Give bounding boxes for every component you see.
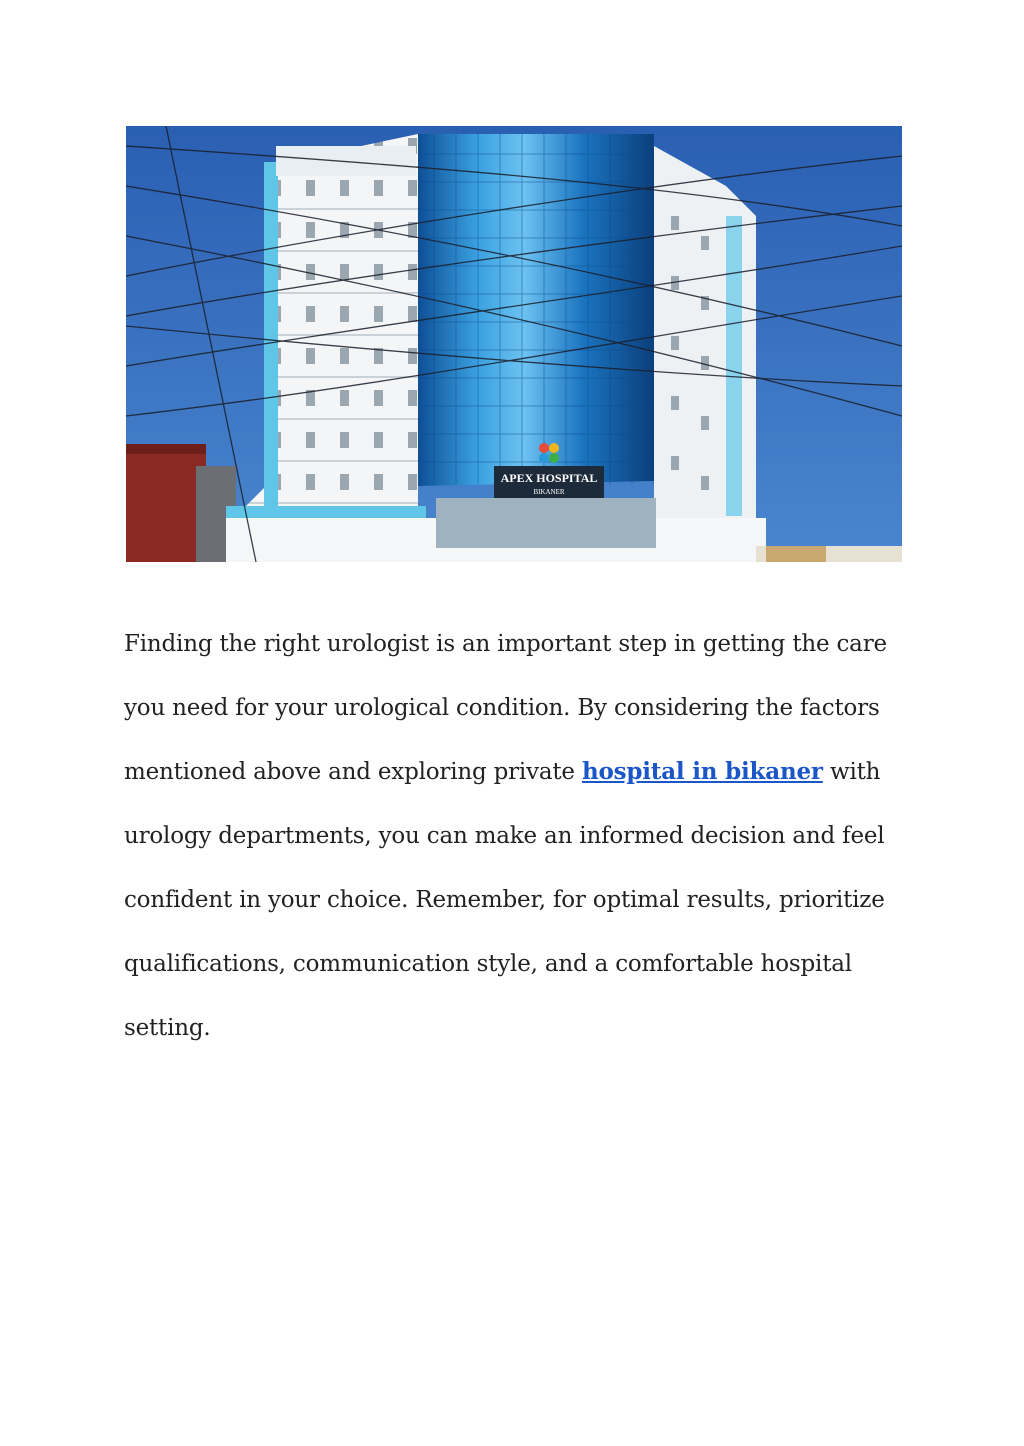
paragraph-text-end: with urology departments, you can make an informed decision and feel confident in your choice. Remember, for optimal results, prioritize qualifications, communication style, and a comfortable hospital setting. <box>124 759 885 1041</box>
body-paragraph <box>124 612 904 1060</box>
hospital-in-bikaner-link[interactable]: hospital in bikaner <box>581 758 823 785</box>
paragraph-text-start: Finding the right urologist is an important step in getting the care you need for your urological condition. By considering the factors mentioned above and exploring private <box>124 631 887 785</box>
sign-subtext: BIKANER <box>533 488 565 496</box>
hospital-building-photo <box>126 126 902 562</box>
sign-text: APEX HOSPITAL <box>500 471 598 485</box>
